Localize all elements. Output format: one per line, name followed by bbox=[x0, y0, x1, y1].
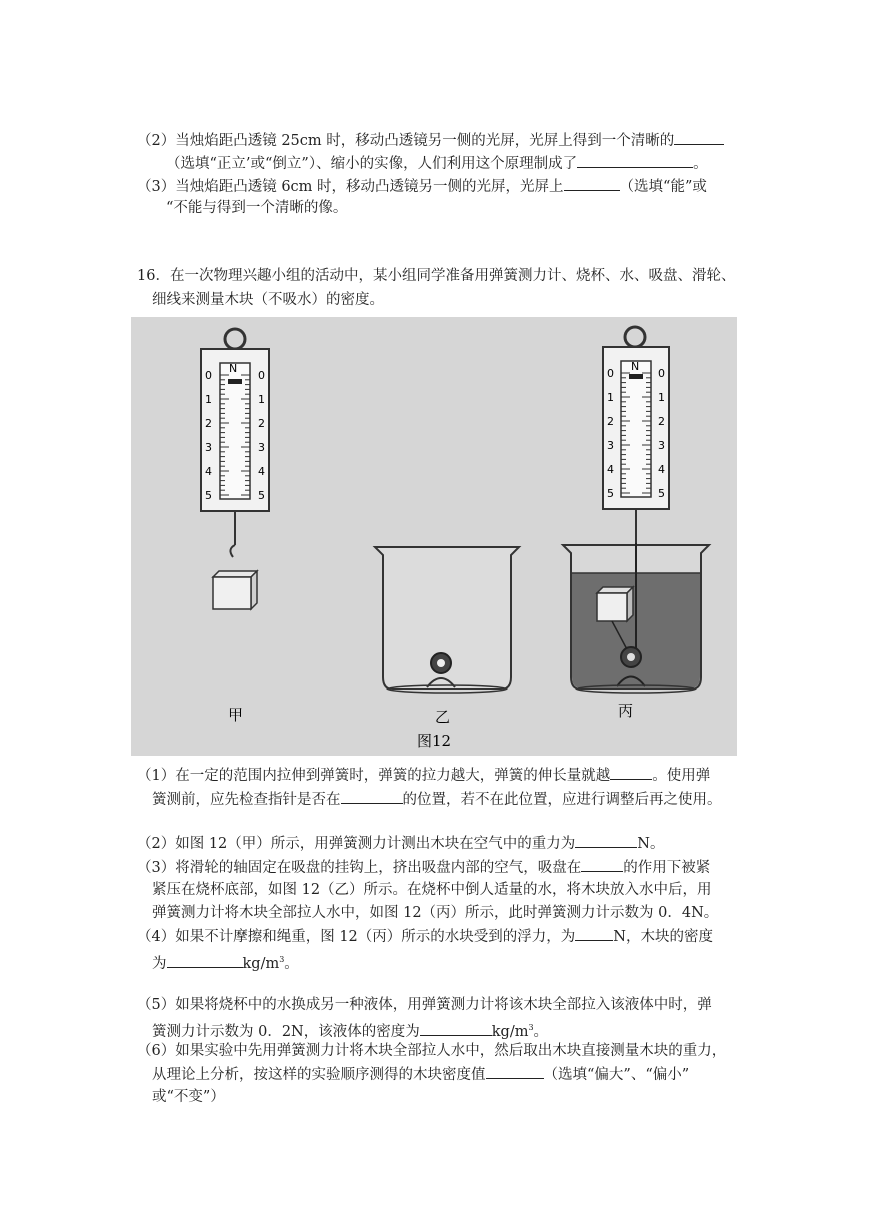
q16-part3-line2: 紧压在烧杯底部，如图 12（乙）所示。在烧杯中倒人适量的水，将木块放入水中后，用 bbox=[152, 882, 712, 898]
scale-number: 1 bbox=[607, 391, 614, 404]
unit-label: N bbox=[229, 362, 238, 375]
answer-blank[interactable] bbox=[575, 833, 637, 848]
answer-blank[interactable] bbox=[420, 1021, 492, 1036]
scale-number: 0 bbox=[607, 367, 614, 380]
answer-blank[interactable] bbox=[674, 130, 724, 145]
q15-part2-line2: （选填“正立’或“倒立”）、缩小的实像，人们利用这个原理制成了 。 bbox=[166, 153, 708, 174]
scale-number: 3 bbox=[607, 439, 614, 452]
label-bing: 丙 bbox=[618, 702, 634, 720]
q16-part3-line3: 弹簧测力计将木块全部拉人水中，如图 12（丙）所示，此时弹簧测力计示数为 0．4N。 bbox=[152, 905, 719, 921]
scale-number: 3 bbox=[658, 439, 665, 452]
q16-part4-line2: 为 $kg/m^3$。 bbox=[152, 950, 299, 974]
scale-number: 2 bbox=[658, 415, 665, 428]
q16-part5-line1: （5）如果将烧杯中的水换成另一种液体，用弹簧测力计将该木块全部拉入该液体中时，弹 bbox=[137, 997, 712, 1013]
scale-number: 4 bbox=[607, 463, 614, 476]
scale-number: 1 bbox=[258, 393, 265, 406]
q16-part3-line1: （3）将滑轮的轴固定在吸盘的挂钩上，挤出吸盘内部的空气，吸盘在 的作用下被紧 bbox=[137, 857, 710, 878]
scale-number: 5 bbox=[205, 489, 212, 502]
scale-number: 3 bbox=[258, 441, 265, 454]
scale-number: 4 bbox=[658, 463, 665, 476]
scale-number: 2 bbox=[205, 417, 212, 430]
scale-number: 5 bbox=[658, 487, 665, 500]
q16-part6-line1: （6）如果实验中先用弹簧测力计将木块全部拉人水中，然后取出木块直接测量木块的重力， bbox=[137, 1043, 727, 1059]
scale-number: 2 bbox=[607, 415, 614, 428]
scale-number: 2 bbox=[258, 417, 265, 430]
q16-part2: （2）如图 12（甲）所示，用弹簧测力计测出木块在空气中的重力为 N。 bbox=[137, 833, 664, 854]
q15-part3-line2: “不能与得到一个清晰的像。 bbox=[166, 200, 348, 216]
answer-blank[interactable] bbox=[167, 953, 243, 968]
q15-part3-line1: （3）当烛焰距凸透镜 6cm 时，移动凸透镜另一侧的光屏，光屏上 （选填“能”或 bbox=[137, 176, 707, 197]
q16-part4-line1: （4）如果不计摩擦和绳重，图 12（丙）所示的水块受到的浮力，为 N，木块的密度 bbox=[137, 926, 713, 947]
scale-number: 4 bbox=[205, 465, 212, 478]
scale-number: 1 bbox=[658, 391, 665, 404]
answer-blank[interactable] bbox=[577, 153, 693, 168]
unit-label: N bbox=[631, 360, 640, 373]
q16-part1-line1: （1）在一定的范围内拉伸到弹簧时，弹簧的拉力越大，弹簧的伸长量就越 。使用弹 bbox=[137, 765, 710, 786]
scale-number: 5 bbox=[607, 487, 614, 500]
q16-part1-line2: 簧测前，应先检查指针是否在 的位置，若不在此位置，应进行调整后再之使用。 bbox=[152, 789, 722, 810]
spring-scale-bing bbox=[603, 327, 669, 543]
answer-blank[interactable] bbox=[564, 176, 620, 191]
label-jia: 甲 bbox=[228, 706, 244, 724]
answer-blank[interactable] bbox=[486, 1064, 544, 1079]
answer-blank[interactable] bbox=[575, 926, 613, 941]
scale-number: 4 bbox=[258, 465, 265, 478]
label-yi: 乙 bbox=[435, 708, 451, 726]
q15-part2-line1: （2）当烛焰距凸透镜 25cm 时，移动凸透镜另一侧的光屏，光屏上得到一个清晰的 bbox=[137, 130, 724, 151]
wood-block-jia bbox=[213, 571, 257, 609]
figure-caption: 图12 bbox=[417, 732, 452, 750]
scale-number: 5 bbox=[258, 489, 265, 502]
q16-intro-line2: 细线来测量木块（不吸水）的密度。 bbox=[152, 292, 384, 308]
answer-blank[interactable] bbox=[610, 765, 652, 780]
figure-12-drawing bbox=[131, 317, 737, 756]
q16-part6-line3: 或“不变”） bbox=[152, 1089, 225, 1105]
beaker-bing bbox=[563, 543, 709, 693]
figure-12 bbox=[131, 317, 737, 756]
scale-number: 0 bbox=[258, 369, 265, 382]
answer-blank[interactable] bbox=[581, 857, 623, 872]
scale-number: 3 bbox=[205, 441, 212, 454]
answer-blank[interactable] bbox=[341, 789, 403, 804]
scale-number: 1 bbox=[205, 393, 212, 406]
scale-number: 0 bbox=[658, 367, 665, 380]
scale-number: 0 bbox=[205, 369, 212, 382]
beaker-yi bbox=[375, 547, 519, 693]
q16-part6-line2: 从理论上分析，按这样的实验顺序测得的木块密度值 （选填“偏大”、“偏小” bbox=[152, 1064, 689, 1085]
q16-part5-line2: 簧测力计示数为 0．2N，该液体的密度为 $kg/m^3$。 bbox=[152, 1018, 548, 1042]
q16-intro-line1: 16．在一次物理兴趣小组的活动中，某小组同学准备用弹簧测力计、烧杯、水、吸盘、滑轮、 bbox=[137, 268, 736, 284]
